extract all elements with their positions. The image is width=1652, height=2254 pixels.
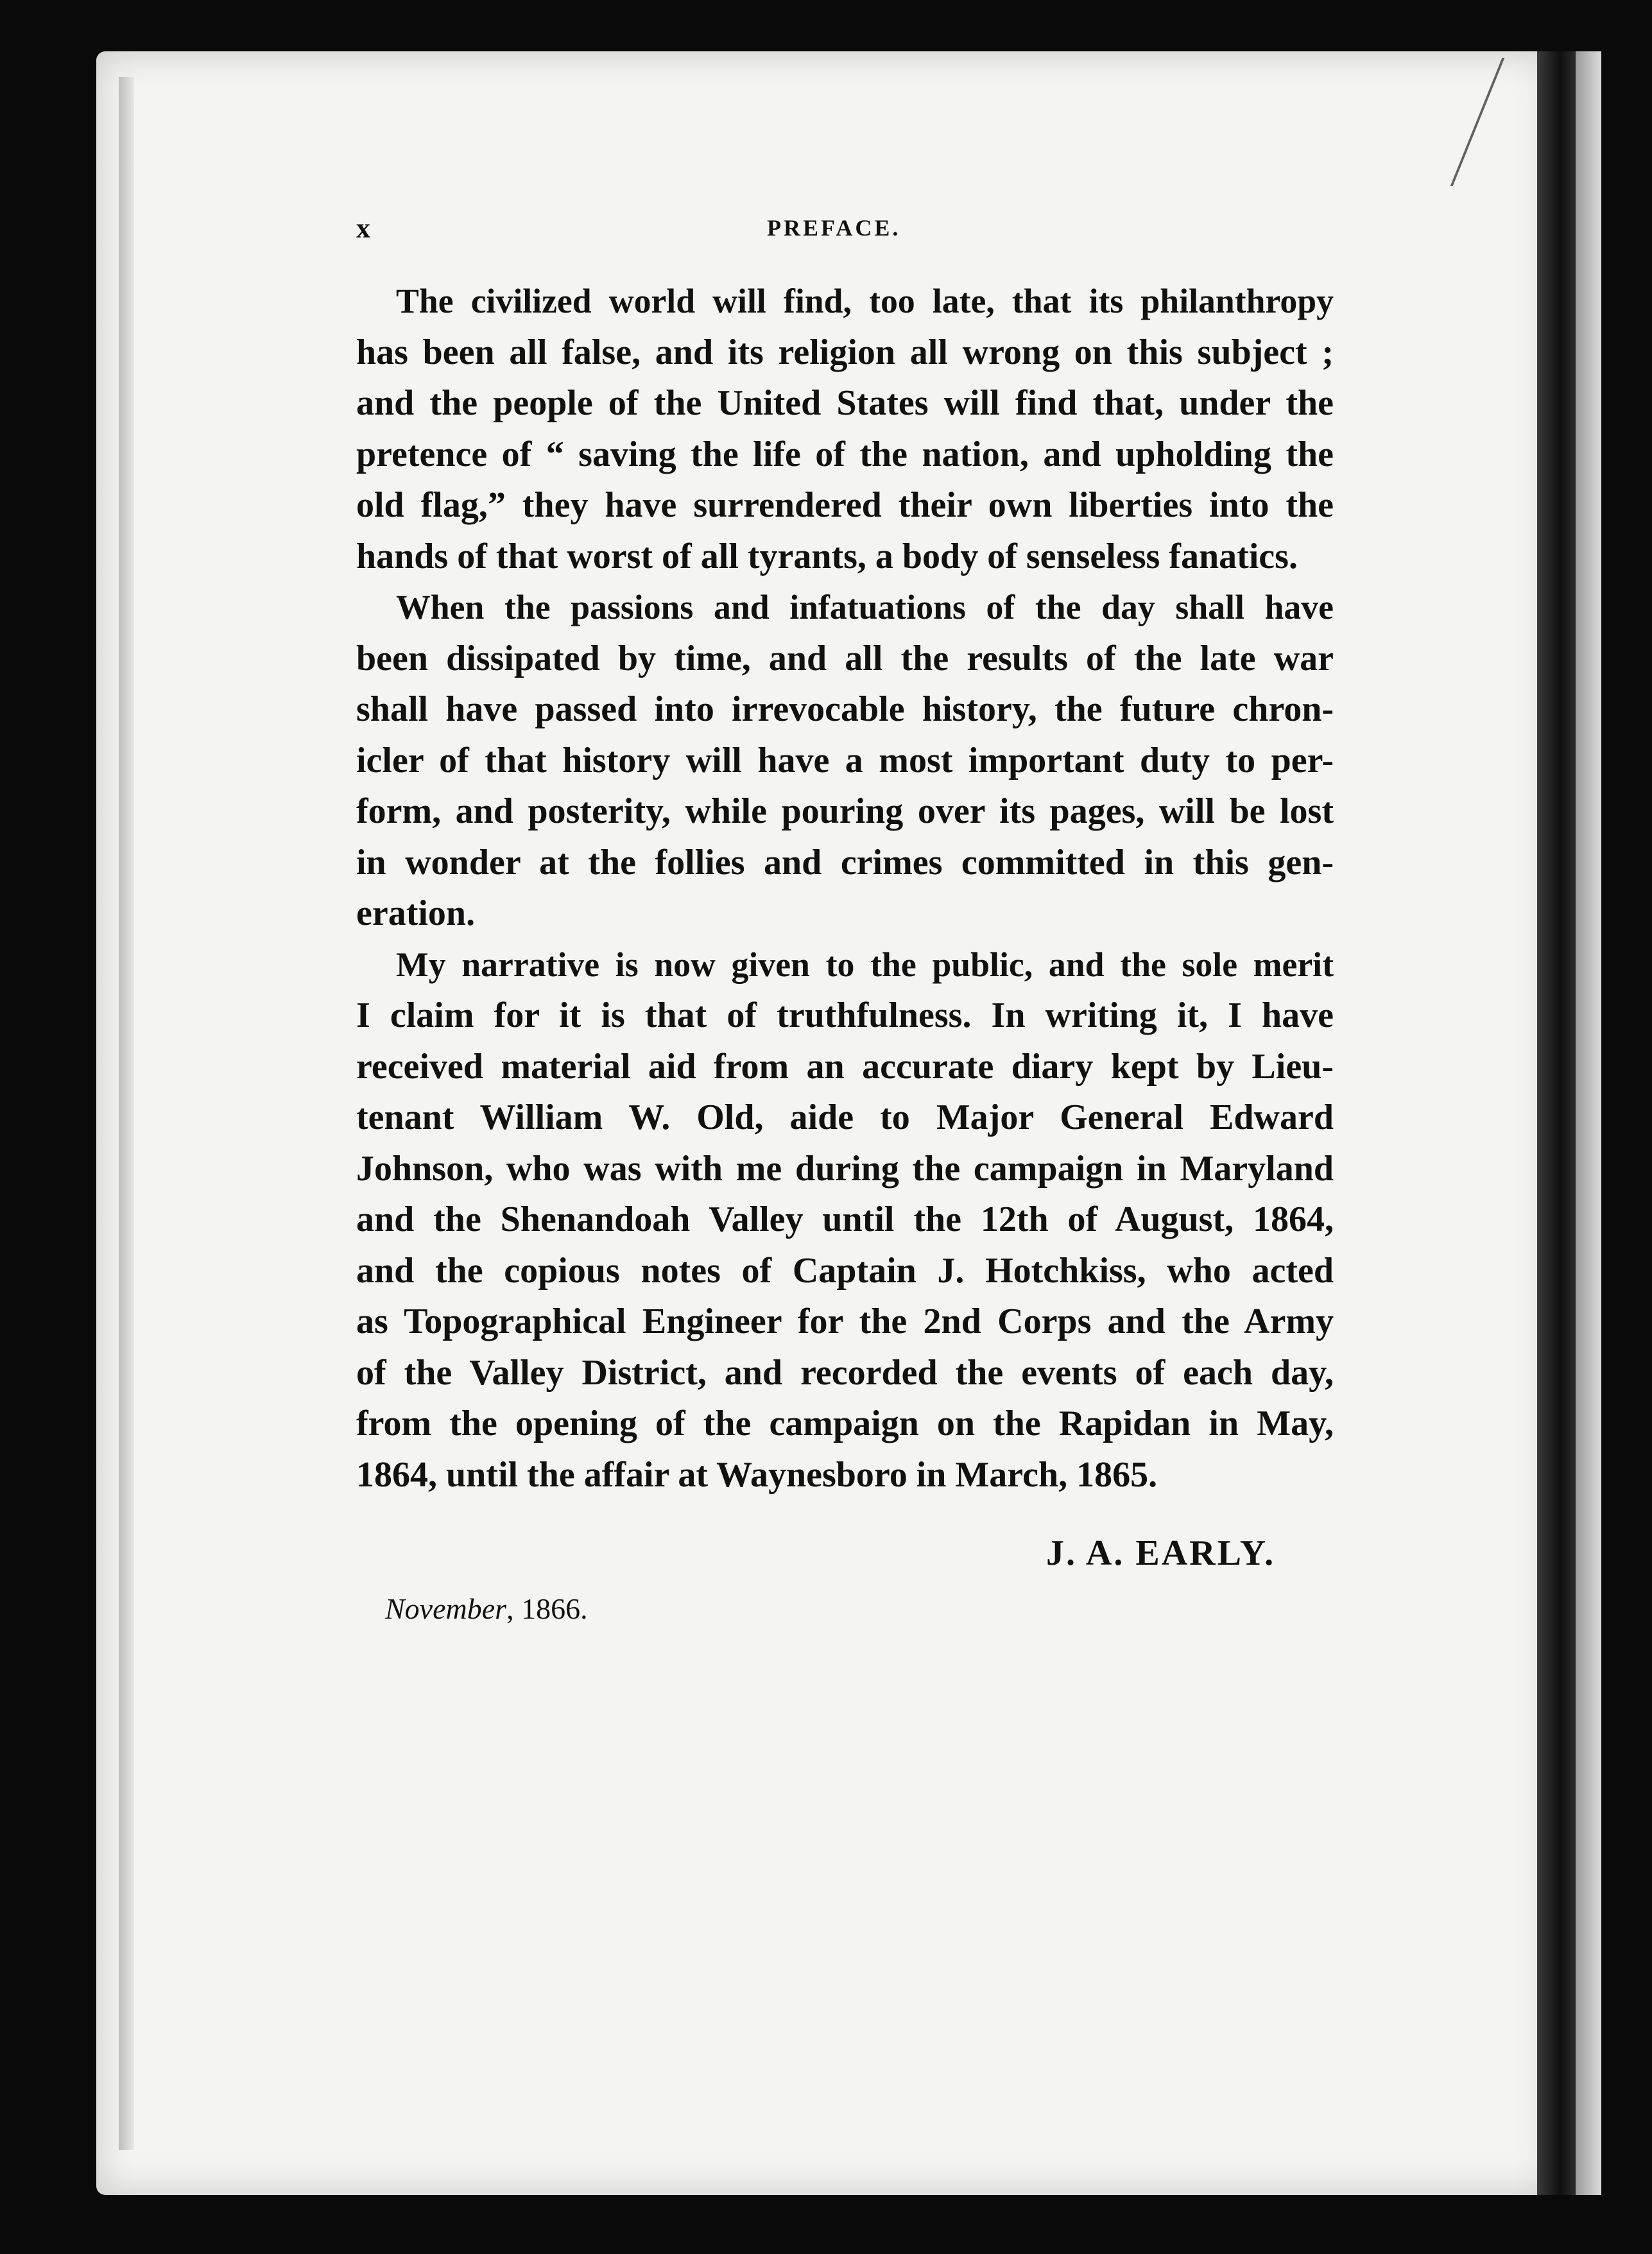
text-line: Johnson, who was with me during the campaign in Maryland (356, 1148, 1334, 1189)
text-line: icler of that history will have a most important duty to per- (356, 740, 1334, 780)
page-header (356, 212, 1345, 250)
text-line: eration. (356, 893, 476, 933)
paragraph (356, 940, 1334, 1501)
text-line: shall have passed into irrevocable history, the future chron- (356, 689, 1334, 729)
text-line: My narrative is now given to the public, and the sole merit (396, 945, 1334, 984)
text-line: and the Shenandoah Valley until the 12th of August, 1864, (356, 1200, 1334, 1239)
text-line: been dissipated by time, and all the results of the late war (356, 638, 1334, 678)
book-spine (1537, 51, 1576, 2195)
text-line: hands of that worst of all tyrants, a body of senseless fanatics. (356, 536, 1298, 576)
page-number: x (356, 212, 370, 244)
text-line: of the Valley District, and recorded the events of each day, (356, 1352, 1334, 1393)
text-line: I claim for it is that of truthfulness. In writing it, I have (356, 995, 1334, 1035)
dateline (385, 1592, 588, 1626)
dateline-month: November (385, 1592, 507, 1625)
text-line: from the opening of the campaign on the Rapidan in May, (356, 1404, 1334, 1443)
text-line: pretence of “ saving the life of the nation, and upholding the (356, 434, 1334, 474)
paragraph (356, 276, 1334, 582)
paragraph (356, 582, 1334, 940)
dateline-year: , 1866. (506, 1592, 588, 1625)
text-line: form, and posterity, while pouring over its pages, will be lost (356, 791, 1334, 831)
text-line: tenant William W. Old, aide to Major General Edward (356, 1097, 1334, 1137)
running-title: PREFACE. (767, 215, 901, 241)
body-text (356, 276, 1334, 1501)
text-line: as Topographical Engineer for the 2nd Corps and the Army (356, 1302, 1334, 1341)
text-line: in wonder at the follies and crimes committed in this gen- (356, 842, 1334, 882)
text-line: 1864, until the affair at Waynesboro in March, 1865. (356, 1454, 1158, 1495)
author-signature: J. A. EARLY. (1046, 1533, 1276, 1573)
text-line: old flag,” they have surrendered their own liberties into the (356, 485, 1334, 525)
text-line: and the copious notes of Captain J. Hotchkiss, who acted (356, 1250, 1334, 1291)
text-line: When the passions and infatuations of the day shall have (396, 588, 1334, 626)
text-line: The civilized world will find, too late, that its philanthropy (396, 282, 1334, 320)
text-line: has been all false, and its religion all wrong on this subject ; (356, 332, 1334, 372)
text-line: and the people of the United States will find that, under the (356, 383, 1334, 423)
next-page-edge (1576, 51, 1601, 2195)
text-line: received material aid from an accurate diary kept by Lieu- (356, 1046, 1334, 1087)
page-edge (119, 77, 134, 2150)
